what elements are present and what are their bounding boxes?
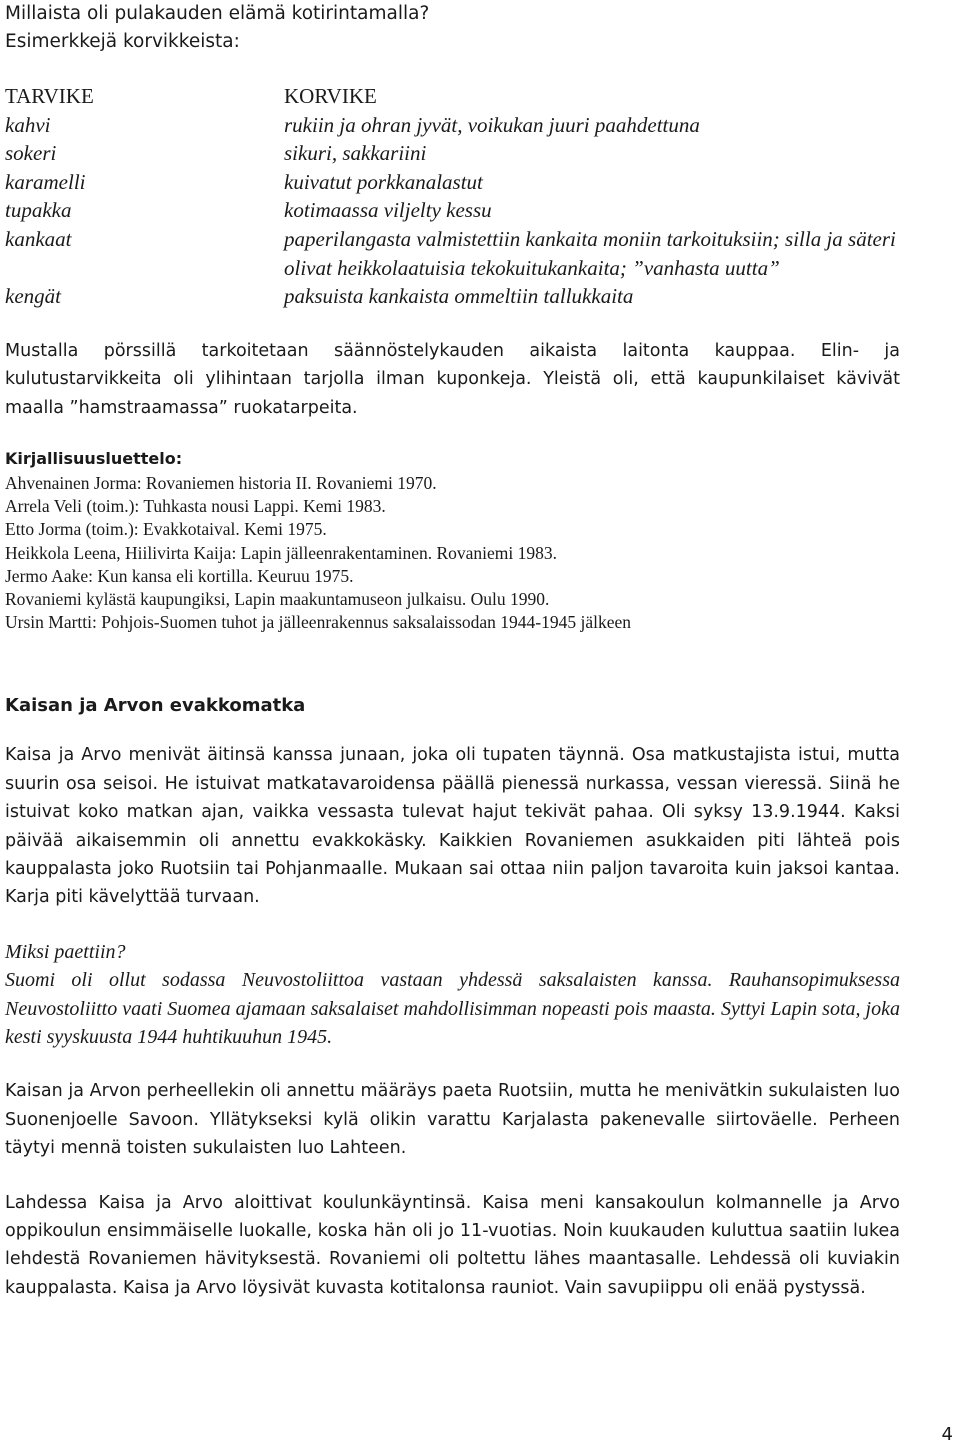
- list-item: Rovaniemi kylästä kaupungiksi, Lapin maakuntamuseon julkaisu. Oulu 1990.: [5, 588, 550, 609]
- korvike-cell: paksuista kankaista ommeltiin tallukkaita: [284, 284, 634, 309]
- story-answer: Suomi oli ollut sodassa Neuvostoliittoa vastaan yhdessä saksalaisten kanssa. Rauhansopimuksessa Neuvostoliitto vaati Suomea ajamaan saksalaiset mahdollisimman nopeasti pois maasta. Syttyi Lapin sota, joka kesti syyskuusta 1944 huhtikuuhun 1945.: [5, 969, 900, 1049]
- story-question: Miksi paettiin?: [5, 940, 126, 963]
- table-row: [5, 225, 896, 282]
- literature-list: [5, 472, 900, 634]
- intro: [5, 0, 900, 56]
- story-title: Kaisan ja Arvon evakkomatka: [5, 695, 306, 717]
- korvike-cell: rukiin ja ohran jyvät, voikukan juuri paahdettuna: [284, 112, 700, 137]
- page-number: 4: [941, 1424, 953, 1445]
- story-body: [5, 741, 900, 1302]
- tarvike-cell: kengät: [5, 284, 61, 309]
- list-item: Heikkola Leena, Hiilivirta Kaija: Lapin jälleenrakentaminen. Rovaniemi 1983.: [5, 542, 558, 563]
- table-row: [5, 282, 896, 311]
- header-tarvike: TARVIKE: [5, 84, 94, 108]
- tarvike-cell: karamelli: [5, 169, 86, 194]
- document-page: [5, 0, 900, 1302]
- black-market-paragraph: Mustalla pörssillä tarkoitetaan säännöstelykauden aikaista laitonta kauppaa. Elin- ja kulutustarvikkeita oli ylihintaan tarjolla ilman kuponkeja. Yleistä oli, että kaupunkilaiset kävivät maalla ”hamstraamassa” ruokatarpeita.: [5, 340, 900, 418]
- table-header-row: [5, 82, 896, 111]
- intro-subtitle: Esimerkkejä korvikkeista:: [5, 31, 240, 52]
- korvike-cell: kuivatut porkkanalastut: [284, 169, 483, 194]
- table-row: [5, 196, 896, 225]
- korvike-cell: sikuri, sakkariini: [284, 141, 427, 166]
- tarvike-cell: kahvi: [5, 112, 51, 137]
- literature-heading: Kirjallisuusluettelo:: [5, 448, 183, 468]
- table-row: [5, 139, 896, 168]
- intro-question: Millaista oli pulakauden elämä kotirintamalla?: [5, 3, 430, 24]
- story-paragraph-1: Kaisa ja Arvo menivät äitinsä kanssa junaan, joka oli tupaten täynnä. Osa matkustajista istui, mutta suurin osa seisoi. He istuivat matkatavaroidensa päällä pienessä nurkassa, vessan vieressä. Siinä he istuivat koko matkan ajan, vaikka vessasta tulevat hajut tekivät pahaa. Oli syksy 13.9.1944. Kaksi päivää aikaisemmin oli annettu evakkokäsky. Kaikkien Rovaniemen asukkaiden piti lähteä pois kauppalasta joko Ruotsiin tai Pohjanmaalle. Mukaan sai ottaa niin paljon tavaroita kuin jaksoi kantaa. Karja piti kävelyttää turvaan.: [5, 745, 900, 908]
- list-item: Arrela Veli (toim.): Tuhkasta nousi Lappi. Kemi 1983.: [5, 496, 386, 517]
- tarvike-cell: sokeri: [5, 141, 57, 166]
- tarvike-cell: kankaat: [5, 226, 72, 251]
- story-paragraph-3: Lahdessa Kaisa ja Arvo aloittivat koulunkäyntinsä. Kaisa meni kansakoulun kolmannelle ja Arvo oppikoulun ensimmäiselle luokalle, koska hän oli jo 11-vuotias. Noin kuukauden kuluttua saatiin lukea lehdestä Rovaniemen hävityksestä. Rovaniemi oli poltettu lähes maantasalle. Lehdessä oli kuviakin kauppalasta. Kaisa ja Arvo löysivät kuvasta kotitalonsa rauniot. Vain savupiippu oli enää pystyssä.: [5, 1192, 900, 1298]
- table-row: [5, 111, 896, 140]
- substitutes-table: [5, 82, 896, 311]
- story-paragraph-2: Kaisan ja Arvon perheellekin oli annettu määräys paeta Ruotsiin, mutta he menivätkin sukulaisten luo Suonenjoelle Savoon. Yllätykseksi kylä olikin varattu Karjalasta pakenevalle siirtoväelle. Perheen täytyi mennä toisten sukulaisten luo Lahteen.: [5, 1081, 900, 1159]
- list-item: Ahvenainen Jorma: Rovaniemen historia II. Rovaniemi 1970.: [5, 472, 437, 493]
- korvike-cell: kotimaassa viljelty kessu: [284, 198, 492, 223]
- header-korvike: KORVIKE: [284, 84, 377, 108]
- tarvike-cell: tupakka: [5, 198, 72, 223]
- list-item: Jermo Aake: Kun kansa eli kortilla. Keuruu 1975.: [5, 565, 354, 586]
- table-row: [5, 168, 896, 197]
- korvike-cell: paperilangasta valmistettiin kankaita moniin tarkoituksiin; silla ja säteri olivat heikkolaatuisia tekokuitukankaita; ”vanhasta uutta”: [284, 226, 896, 280]
- list-item: Ursin Martti: Pohjois-Suomen tuhot ja jälleenrakennus saksalaissodan 1944-1945 jälkeen: [5, 612, 632, 633]
- list-item: Etto Jorma (toim.): Evakkotaival. Kemi 1975.: [5, 519, 327, 540]
